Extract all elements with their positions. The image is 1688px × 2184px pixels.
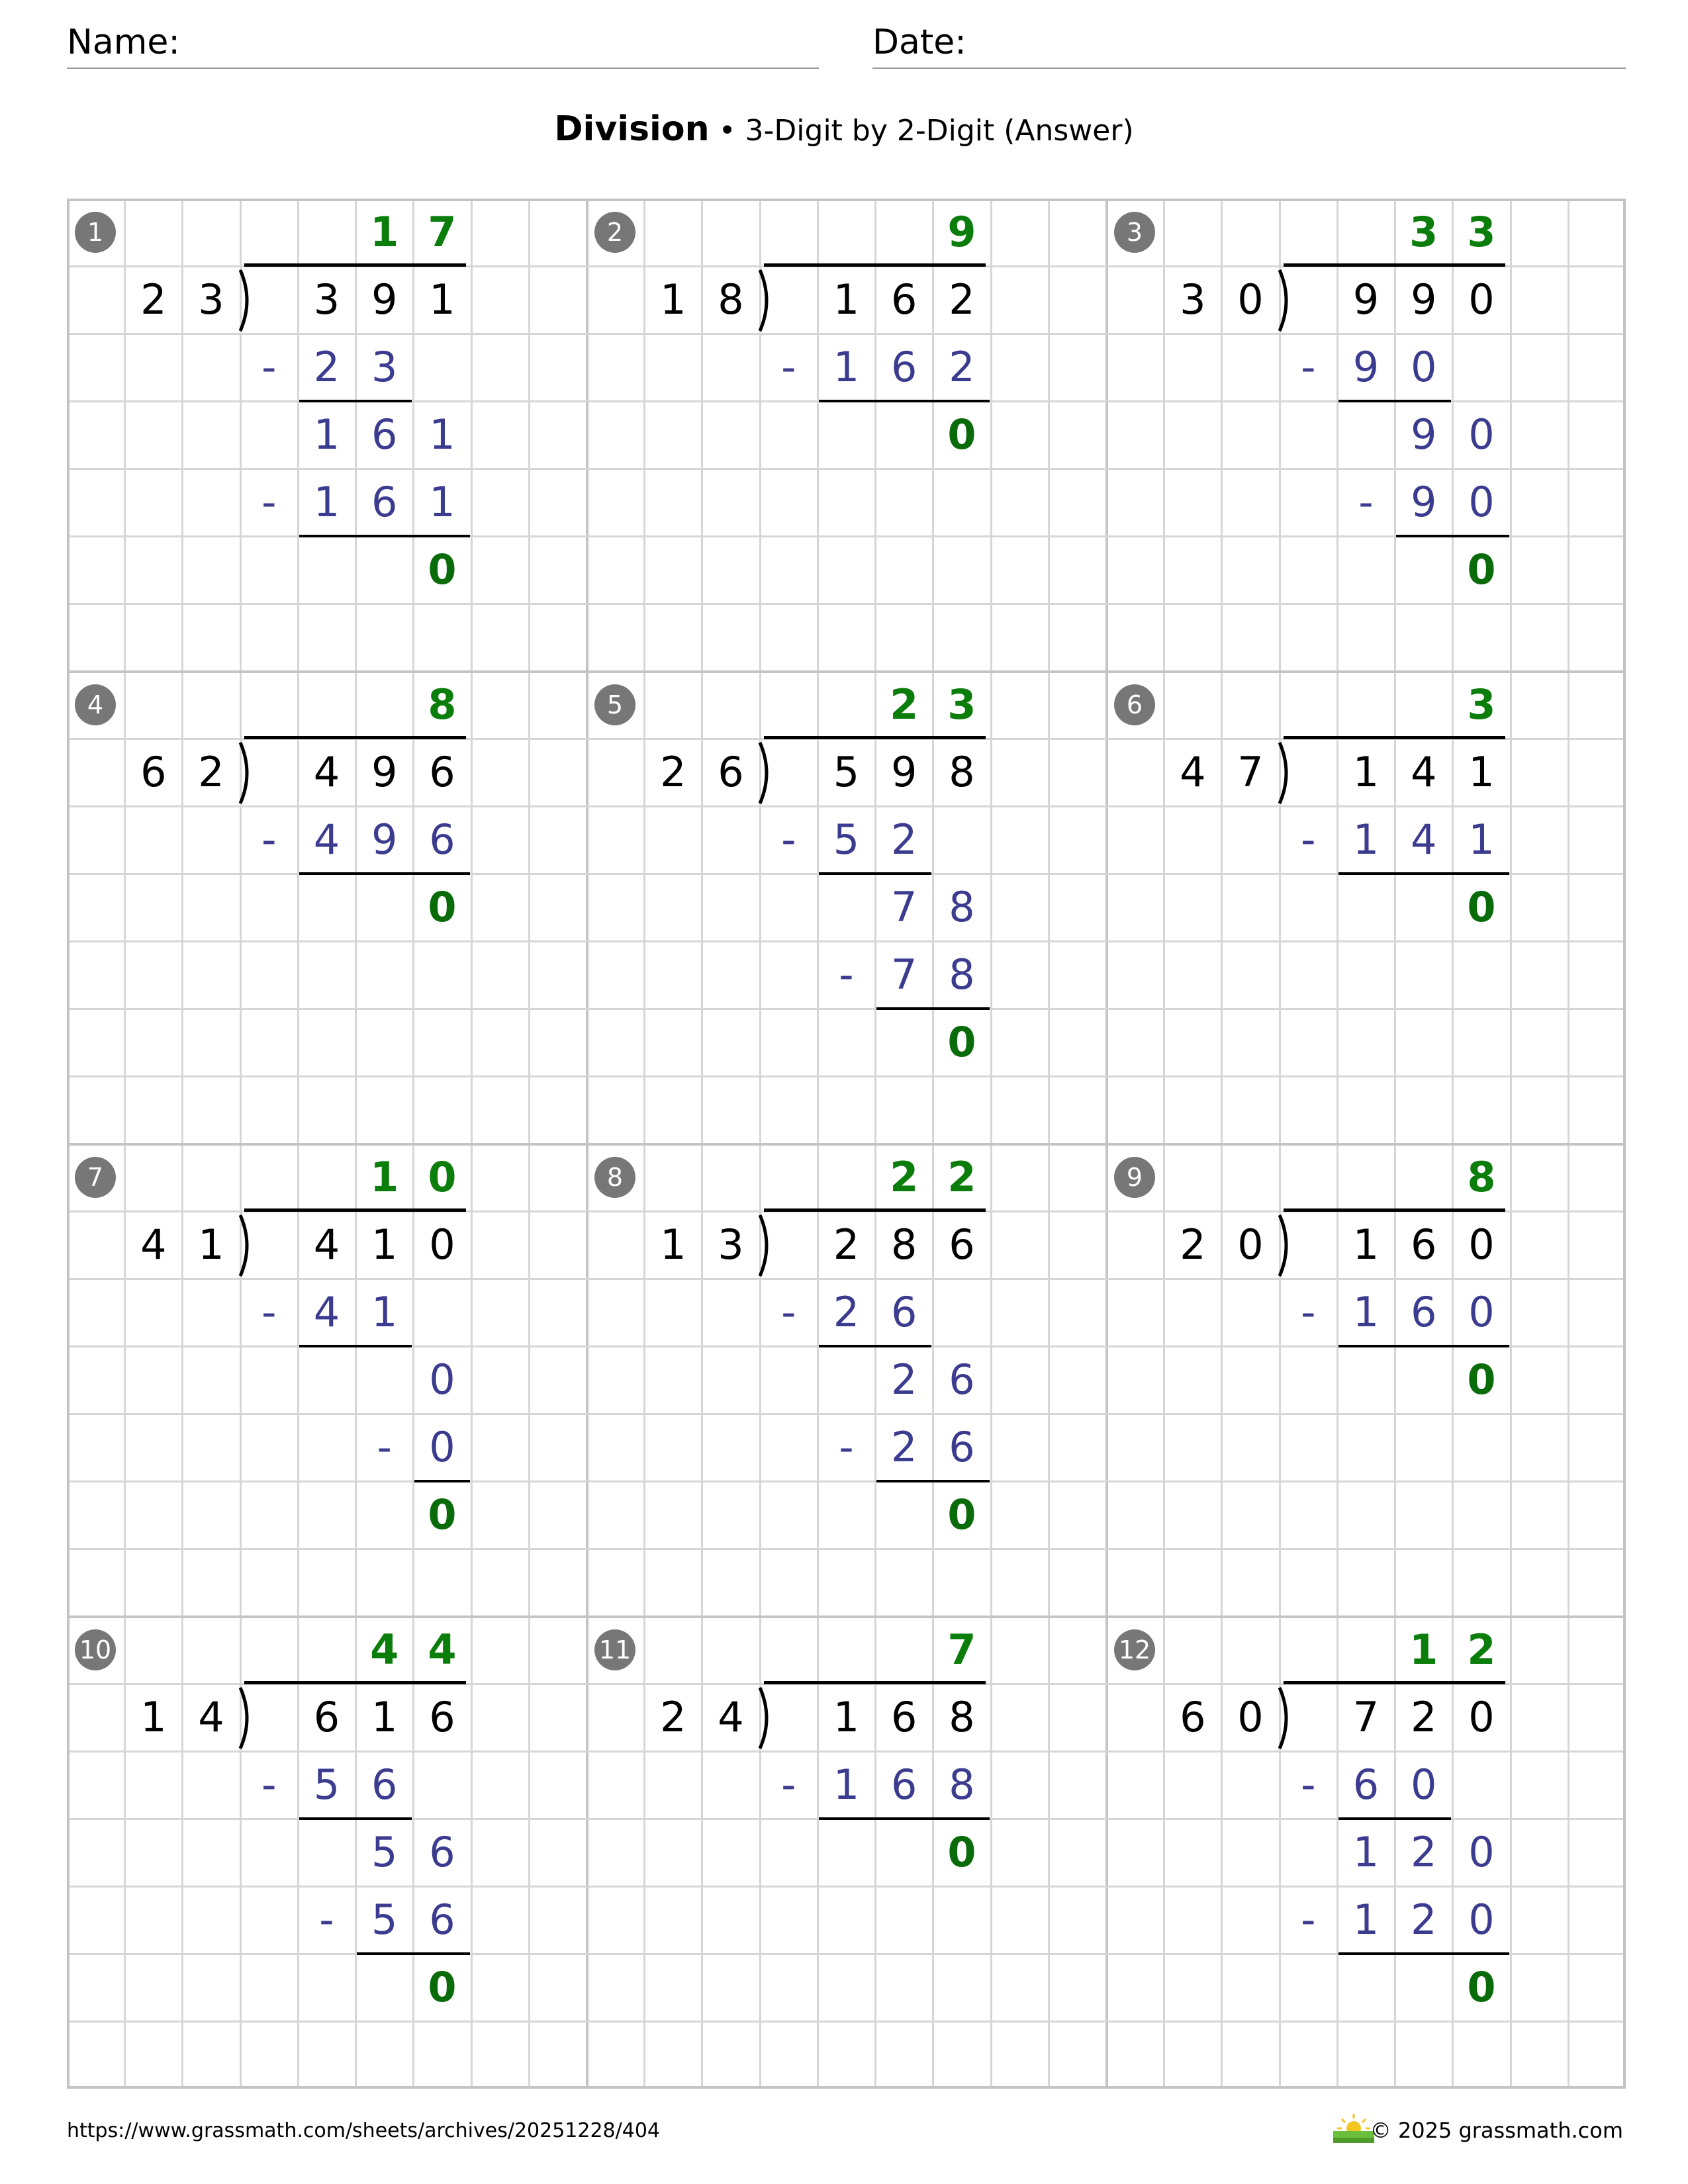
subtrahend-digit: 6 xyxy=(371,478,398,526)
subtrahend-digit: 0 xyxy=(1410,343,1437,391)
quotient-digit: 2 xyxy=(890,680,919,729)
subtrahend-digit: 1 xyxy=(1468,815,1495,864)
remainder-digit: 0 xyxy=(429,1355,455,1404)
quotient-digit: 7 xyxy=(947,1625,976,1674)
divisor-digit: 2 xyxy=(1180,1220,1206,1269)
minus-sign: - xyxy=(781,815,796,864)
remainder-digit: 1 xyxy=(313,410,340,459)
dividend-digit: 9 xyxy=(371,275,398,324)
dividend-digit: 6 xyxy=(1410,1220,1437,1269)
divisor-digit: 2 xyxy=(140,275,167,324)
final-remainder: 0 xyxy=(428,1963,457,2011)
remainder-digit: 6 xyxy=(429,1828,455,1876)
subtrahend-digit: 5 xyxy=(371,1895,398,1944)
dividend-digit: 1 xyxy=(1352,1220,1380,1269)
subtrahend-digit: 4 xyxy=(313,815,340,864)
subtrahend-digit: 2 xyxy=(890,1423,917,1471)
dividend-digit: 5 xyxy=(833,748,860,796)
subtrahend-digit: 6 xyxy=(371,1760,398,1809)
name-label: Name: xyxy=(67,23,180,62)
remainder-digit: 2 xyxy=(890,1355,917,1404)
quotient-digit: 1 xyxy=(1409,1625,1438,1674)
minus-sign: - xyxy=(1301,1895,1316,1944)
remainder-digit: 5 xyxy=(371,1828,398,1876)
dividend-digit: 1 xyxy=(833,275,860,324)
divisor-digit: 8 xyxy=(718,275,744,324)
subtrahend-digit: 1 xyxy=(1352,1288,1380,1336)
final-remainder: 0 xyxy=(947,1018,976,1066)
dividend-digit: 4 xyxy=(313,1220,340,1269)
divisor-digit: 4 xyxy=(1180,748,1206,796)
dividend-digit: 0 xyxy=(1468,1220,1495,1269)
page-title xyxy=(0,106,1688,154)
dividend-digit: 1 xyxy=(371,1693,398,1741)
final-remainder: 0 xyxy=(428,545,457,594)
dividend-digit: 6 xyxy=(949,1220,975,1269)
minus-sign: - xyxy=(1358,478,1374,526)
minus-sign: - xyxy=(261,1288,277,1336)
divisor-digit: 0 xyxy=(1237,275,1264,324)
minus-sign: - xyxy=(839,1423,854,1471)
subtrahend-digit: 0 xyxy=(1468,1288,1495,1336)
divisor-digit: 4 xyxy=(140,1220,167,1269)
footer-url[interactable]: https://www.grassmath.com/sheets/archives/20251228/404 xyxy=(67,2119,661,2142)
quotient-digit: 1 xyxy=(370,208,399,256)
dividend-digit: 6 xyxy=(429,748,455,796)
subtrahend-digit: 2 xyxy=(833,1288,860,1336)
problem-number-badge: 10 xyxy=(75,1629,116,1670)
subtrahend-digit: 8 xyxy=(949,1760,975,1809)
subtrahend-digit: 2 xyxy=(949,343,975,391)
divisor-digit: 1 xyxy=(660,1220,686,1269)
dividend-digit: 8 xyxy=(890,1220,917,1269)
minus-sign: - xyxy=(839,950,854,999)
remainder-digit: 6 xyxy=(371,410,398,459)
dividend-digit: 7 xyxy=(1352,1693,1380,1741)
problem-number-badge: 3 xyxy=(1114,212,1155,253)
quotient-digit: 9 xyxy=(947,208,976,256)
subtrahend-digit: 1 xyxy=(833,1760,860,1809)
divisor-digit: 1 xyxy=(140,1693,167,1741)
divisor-digit: 2 xyxy=(660,1693,686,1741)
divisor-digit: 7 xyxy=(1237,748,1264,796)
name-line[interactable] xyxy=(67,68,819,69)
dividend-digit: 1 xyxy=(371,1220,398,1269)
divisor-digit: 6 xyxy=(1180,1693,1206,1741)
problem-number-badge: 6 xyxy=(1114,684,1155,725)
quotient-digit: 0 xyxy=(428,1153,457,1201)
subtrahend-digit: 8 xyxy=(949,950,975,999)
subtrahend-digit: 6 xyxy=(429,1895,455,1944)
minus-sign: - xyxy=(1301,1288,1316,1336)
subtrahend-digit: 4 xyxy=(313,1288,340,1336)
dividend-digit: 0 xyxy=(429,1220,455,1269)
dividend-digit: 0 xyxy=(1468,275,1495,324)
dividend-digit: 1 xyxy=(429,275,455,324)
minus-sign: - xyxy=(261,1760,277,1809)
quotient-digit: 1 xyxy=(370,1153,399,1201)
dividend-digit: 1 xyxy=(1352,748,1380,796)
subtrahend-digit: 6 xyxy=(890,343,917,391)
remainder-digit: 0 xyxy=(1468,1828,1495,1876)
minus-sign: - xyxy=(1301,343,1316,391)
minus-sign: - xyxy=(1301,815,1316,864)
subtrahend-digit: 1 xyxy=(371,1288,398,1336)
dividend-digit: 9 xyxy=(1410,275,1437,324)
dividend-digit: 6 xyxy=(890,275,917,324)
dividend-digit: 1 xyxy=(1468,748,1495,796)
subtrahend-digit: 6 xyxy=(890,1760,917,1809)
divisor-digit: 2 xyxy=(198,748,224,796)
subtrahend-digit: 9 xyxy=(1410,478,1437,526)
problem-number-badge: 11 xyxy=(594,1629,635,1670)
subtrahend-digit: 1 xyxy=(313,478,340,526)
minus-sign: - xyxy=(781,343,796,391)
final-remainder: 0 xyxy=(428,883,457,931)
final-remainder: 0 xyxy=(947,1490,976,1539)
remainder-digit: 8 xyxy=(949,883,975,931)
subtrahend-digit: 7 xyxy=(890,950,917,999)
divisor-digit: 0 xyxy=(1237,1693,1264,1741)
subtrahend-digit: 2 xyxy=(890,815,917,864)
subtrahend-digit: 1 xyxy=(1352,1895,1380,1944)
divisor-digit: 3 xyxy=(198,275,224,324)
divisor-digit: 1 xyxy=(198,1220,224,1269)
footer-copyright: © 2025 grassmath.com xyxy=(1370,2118,1623,2143)
quotient-digit: 3 xyxy=(1467,680,1496,729)
quotient-digit: 2 xyxy=(947,1153,976,1201)
dividend-digit: 8 xyxy=(949,748,975,796)
quotient-digit: 8 xyxy=(1467,1153,1496,1201)
dividend-digit: 0 xyxy=(1468,1693,1495,1741)
dividend-digit: 6 xyxy=(313,1693,340,1741)
quotient-digit: 4 xyxy=(428,1625,457,1674)
dividend-digit: 9 xyxy=(371,748,398,796)
problem-number-badge: 2 xyxy=(594,212,635,253)
minus-sign: - xyxy=(261,478,277,526)
dividend-digit: 4 xyxy=(1410,748,1437,796)
quotient-digit: 3 xyxy=(1409,208,1438,256)
dividend-digit: 1 xyxy=(833,1693,860,1741)
subtrahend-digit: 2 xyxy=(1410,1895,1437,1944)
final-remainder: 0 xyxy=(1467,883,1496,931)
minus-sign: - xyxy=(781,1760,796,1809)
divisor-digit: 2 xyxy=(660,748,686,796)
remainder-digit: 1 xyxy=(1352,1828,1380,1876)
title-bold: Division xyxy=(554,109,710,149)
minus-sign: - xyxy=(319,1895,334,1944)
problem-number-badge: 9 xyxy=(1114,1157,1155,1198)
quotient-digit: 2 xyxy=(1467,1625,1496,1674)
divisor-digit: 0 xyxy=(1237,1220,1264,1269)
remainder-digit: 2 xyxy=(1410,1828,1437,1876)
subtrahend-digit: 0 xyxy=(1468,478,1495,526)
worksheet-grid xyxy=(67,199,1626,2089)
dividend-digit: 2 xyxy=(949,275,975,324)
dividend-digit: 6 xyxy=(429,1693,455,1741)
minus-sign: - xyxy=(261,815,277,864)
minus-sign: - xyxy=(1301,1760,1316,1809)
quotient-digit: 4 xyxy=(370,1625,399,1674)
subtrahend-digit: 0 xyxy=(1468,1895,1495,1944)
subtrahend-digit: 9 xyxy=(371,815,398,864)
minus-sign: - xyxy=(261,343,277,391)
problem-number-badge: 4 xyxy=(75,684,116,725)
subtrahend-digit: 5 xyxy=(833,815,860,864)
subtrahend-digit: 6 xyxy=(1352,1760,1380,1809)
remainder-digit: 6 xyxy=(949,1355,975,1404)
quotient-digit: 7 xyxy=(428,208,457,256)
final-remainder: 0 xyxy=(947,410,976,459)
subtrahend-digit: 1 xyxy=(1352,815,1380,864)
dividend-digit: 2 xyxy=(1410,1693,1437,1741)
divisor-digit: 3 xyxy=(718,1220,744,1269)
subtrahend-digit: 1 xyxy=(429,478,455,526)
problem-number-badge: 12 xyxy=(1114,1629,1155,1670)
date-label: Date: xyxy=(872,23,966,62)
subtrahend-digit: 6 xyxy=(949,1423,975,1471)
quotient-digit: 8 xyxy=(428,680,457,729)
final-remainder: 0 xyxy=(1467,545,1496,594)
subtrahend-digit: 6 xyxy=(1410,1288,1437,1336)
divisor-digit: 4 xyxy=(198,1693,224,1741)
subtrahend-digit: 0 xyxy=(429,1423,455,1471)
final-remainder: 0 xyxy=(947,1828,976,1876)
dividend-digit: 2 xyxy=(833,1220,860,1269)
remainder-digit: 9 xyxy=(1410,410,1437,459)
divisor-digit: 1 xyxy=(660,275,686,324)
quotient-digit: 2 xyxy=(890,1153,919,1201)
final-remainder: 0 xyxy=(428,1490,457,1539)
problem-number-badge: 7 xyxy=(75,1157,116,1198)
dividend-digit: 6 xyxy=(890,1693,917,1741)
subtrahend-digit: 2 xyxy=(313,343,340,391)
dividend-digit: 8 xyxy=(949,1693,975,1741)
remainder-digit: 7 xyxy=(890,883,917,931)
quotient-digit: 3 xyxy=(947,680,976,729)
subtrahend-digit: 6 xyxy=(890,1288,917,1336)
divisor-digit: 3 xyxy=(1180,275,1206,324)
subtraction-line xyxy=(299,1345,412,1347)
quotient-digit: 3 xyxy=(1467,208,1496,256)
divisor-digit: 4 xyxy=(718,1693,744,1741)
subtrahend-digit: 1 xyxy=(833,343,860,391)
problem-number-badge: 5 xyxy=(594,684,635,725)
title-subtitle: • 3-Digit by 2-Digit (Answer) xyxy=(709,114,1134,148)
minus-sign: - xyxy=(781,1288,796,1336)
subtrahend-digit: 3 xyxy=(371,343,398,391)
dividend-digit: 4 xyxy=(313,748,340,796)
final-remainder: 0 xyxy=(1467,1963,1496,2011)
remainder-digit: 1 xyxy=(429,410,455,459)
divisor-digit: 6 xyxy=(718,748,744,796)
subtrahend-digit: 0 xyxy=(1410,1760,1437,1809)
problem-number-badge: 1 xyxy=(75,212,116,253)
minus-sign: - xyxy=(377,1423,392,1471)
final-remainder: 0 xyxy=(1467,1355,1496,1404)
dividend-digit: 9 xyxy=(890,748,917,796)
divisor-digit: 6 xyxy=(140,748,167,796)
remainder-digit: 0 xyxy=(1468,410,1495,459)
problem-number-badge: 8 xyxy=(594,1157,635,1198)
subtrahend-digit: 5 xyxy=(313,1760,340,1809)
subtrahend-digit: 9 xyxy=(1352,343,1380,391)
dividend-digit: 9 xyxy=(1352,275,1380,324)
date-line[interactable] xyxy=(872,68,1626,69)
dividend-digit: 3 xyxy=(313,275,340,324)
subtrahend-digit: 6 xyxy=(429,815,455,864)
subtrahend-digit: 4 xyxy=(1410,815,1437,864)
